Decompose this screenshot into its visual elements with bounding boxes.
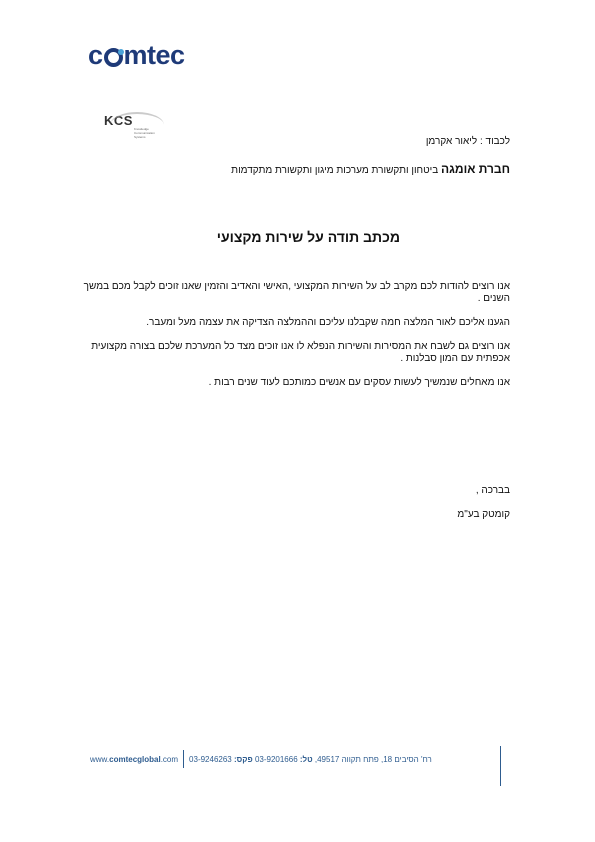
logo-text-end: mtec — [123, 40, 185, 70]
web-suffix: .com — [160, 754, 179, 764]
comtec-logo — [88, 42, 185, 69]
company-line — [231, 163, 510, 177]
logo-o-icon — [104, 48, 123, 67]
closing-line: בברכה , — [475, 485, 510, 496]
letter-title: מכתב תודה על שירות מקצועי — [216, 229, 400, 245]
web-brand: comtecglobal — [109, 754, 161, 764]
logo-text-start: c — [88, 40, 103, 70]
company-name: חברת אומגה — [441, 162, 510, 176]
signature-line: קומטק בע"מ — [457, 509, 510, 520]
footer — [90, 748, 510, 770]
kcs-tagline: Knowledge Communication Systems — [134, 127, 155, 139]
footer-contact — [189, 755, 432, 764]
body-paragraph: אנו מאחלים שנמשיך לעשות עסקים עם אנשים כמותכם לעוד שנים רבות . — [208, 377, 510, 388]
footer-fax-label: פקס: — [234, 754, 253, 764]
kcs-letters: KCS — [104, 113, 133, 128]
footer-phone: 03-9201666 — [254, 754, 298, 764]
footer-divider — [183, 750, 184, 768]
body-paragraph: אנו רוצים גם לשבח את המסירות והשירות הנפלא לו אנו זוכים מצד כל המערכת שלכם בצורה מקצועית אכפתית עם המון סבלנות . — [91, 341, 510, 364]
body-paragraph: הגענו אליכם לאור המלצה חמה שקבלנו עליכם וההמלצה הצדיקה את עצמה מעל ומעבר. — [146, 317, 510, 328]
footer-address: רח' הסיבים 18, פתח תקווה 49517, — [314, 754, 432, 764]
footer-website-link[interactable] — [90, 755, 178, 764]
recipient-line: לכבוד : ליאור אקרמן — [425, 136, 510, 147]
footer-vertical-rule — [500, 746, 501, 786]
footer-fax: 03-9246263 — [189, 754, 232, 764]
footer-phone-label: טל: — [299, 754, 313, 764]
web-prefix: www. — [90, 754, 110, 764]
kcs-logo — [104, 112, 164, 138]
letter-body — [70, 281, 510, 401]
company-description: ביטחון ותקשורת מערכות מיגון ותקשורת מתקדמות — [231, 165, 439, 176]
body-paragraph: אנו רוצים להודות לכם מקרב לב על השירות המקצועי ,האישי והאדיב והזמין שאנו זוכים לקבל מכם במשך השנים . — [83, 281, 510, 304]
